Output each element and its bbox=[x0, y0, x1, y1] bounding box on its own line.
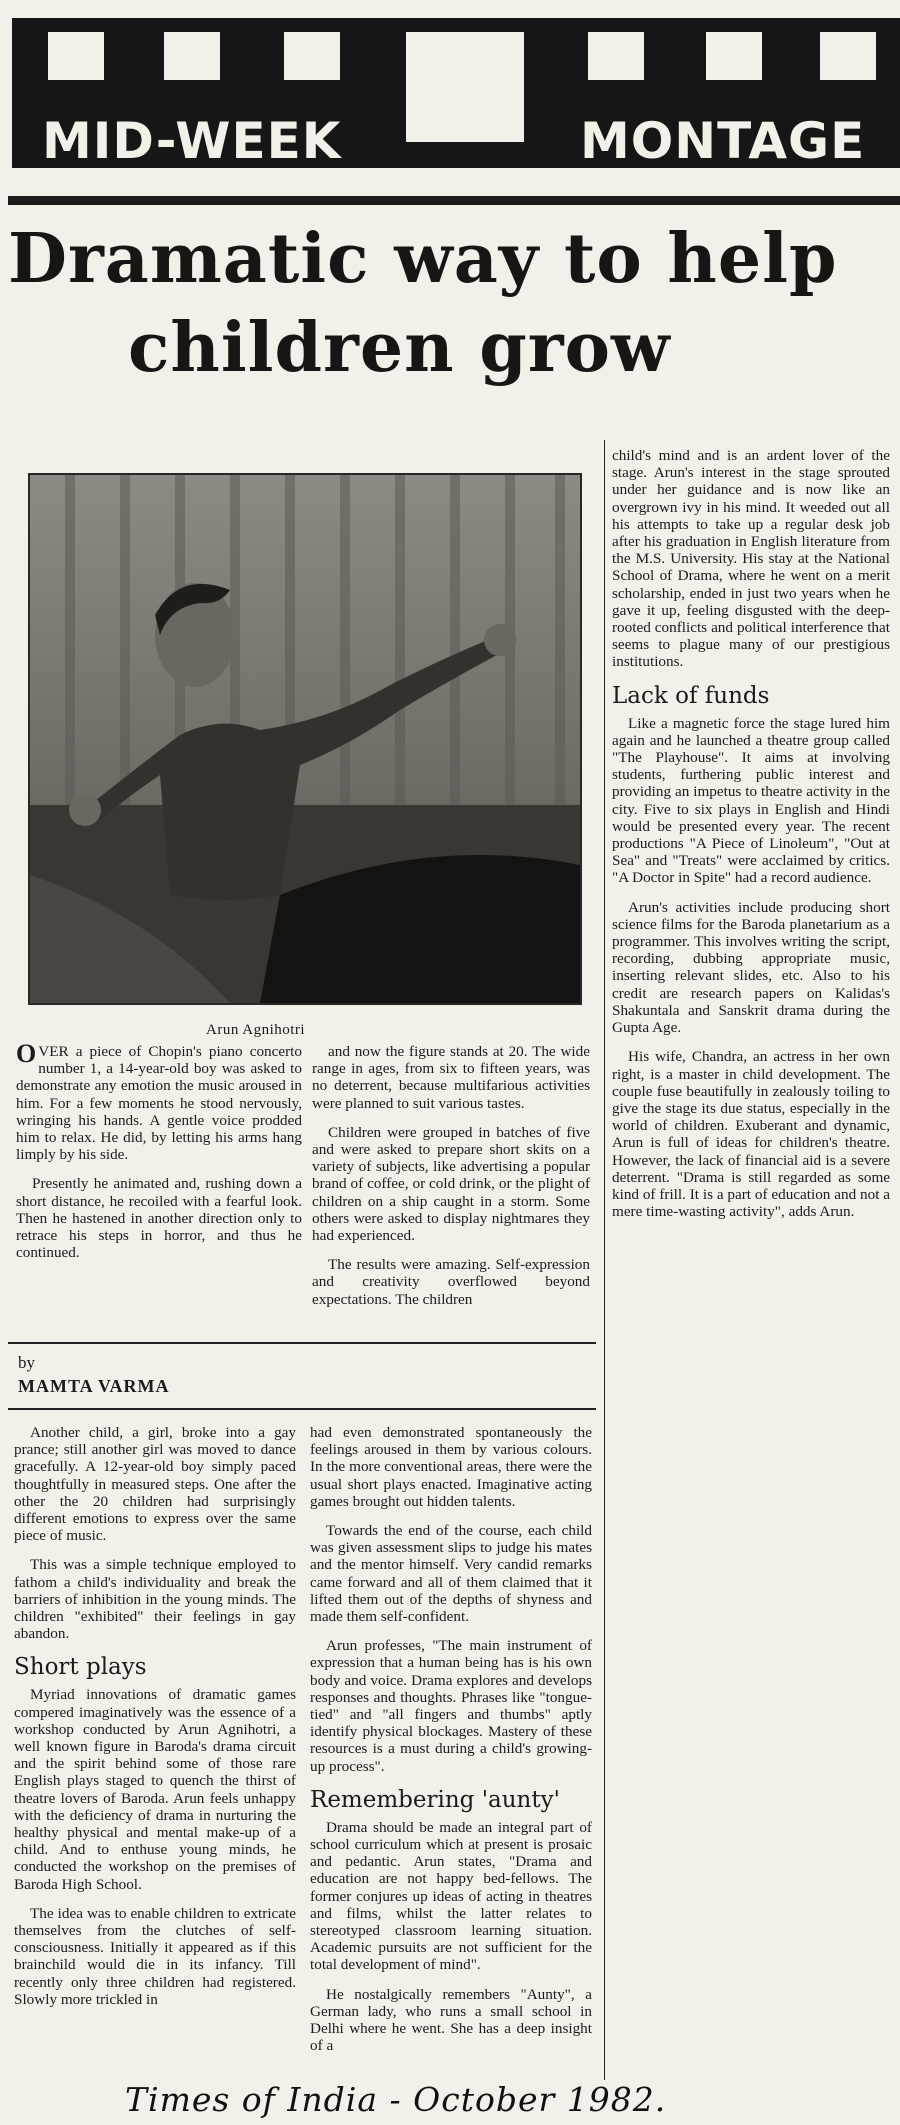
byline-author: MAMTA VARMA bbox=[18, 1376, 170, 1396]
paragraph: Another child, a girl, broke into a gay prance; still another girl was moved to dance gracefully. A 12-year-old boy simply paced thoughtfully in measured steps. One after the other the 20 children had surprisingly different emotions to express over the same piece of music. bbox=[14, 1424, 296, 1545]
handwritten-source-note: Times of India - October 1982. bbox=[125, 2080, 667, 2119]
paragraph: He nostalgically remembers "Aunty", a German lady, who runs a small school in Delhi where he went. She has a deep insight of a bbox=[310, 1985, 592, 2055]
byline-prefix: by bbox=[18, 1353, 35, 1372]
paragraph: Myriad innovations of dramatic games compered imaginatively was the essence of a workshop conducted by Arun Agnihotri, a well known figure in Baroda's drama circuit and the spirit behind some of those rare English plays staged to quench the thirst of theatre lovers of Baroda. Arun feels unhappy with the deficiency of drama in nurturing the healthy physical and mental make-up of a child. And to enthuse young minds, he conducted the workshop on the premises of Baroda High School. bbox=[14, 1686, 296, 1893]
film-hole bbox=[164, 32, 220, 80]
byline-rule-bottom bbox=[8, 1408, 596, 1410]
paragraph: The results were amazing. Self-expression and creativity overflowed beyond expectations. The children bbox=[312, 1256, 590, 1308]
paragraph: This was a simple technique employed to fathom a child's individuality and break the barriers of inhibition in the young minds. The children "exhibited" their feelings in gay abandon. bbox=[14, 1556, 296, 1643]
photo-man-arms-outstretched-icon bbox=[30, 475, 580, 1003]
subheading-short-plays: Short plays bbox=[14, 1654, 147, 1681]
film-hole-large bbox=[406, 32, 524, 142]
byline-rule-top bbox=[8, 1342, 596, 1344]
film-hole bbox=[284, 32, 340, 80]
paragraph: Drama should be made an integral part of school curriculum which at present is prosaic and pedantic. Arun states, "Drama and education are not happy bed-fellows. The former conjures up ideas of acting in theatres and films, whilst the latter relates to stereotyped classroom learning situation. Academic pursuits are not sufficient for the total development of mind". bbox=[310, 1818, 592, 1974]
column-lower-middle bbox=[310, 1424, 592, 2067]
photo-credit: Arun Agnihotri bbox=[206, 1022, 306, 1038]
paragraph: Arun's activities include producing short science films for the Baroda planetarium as a programmer. This involves writing the script, recording, dubbing appropriate music, inserting relevant slides, etc. Also to his credit are research papers on Kalidas's Shakuntala and Sanskrit drama during the Gupta Age. bbox=[612, 898, 890, 1037]
film-hole bbox=[706, 32, 762, 80]
film-hole bbox=[588, 32, 644, 80]
subheading-remembering-aunty: Remembering 'aunty' bbox=[310, 1786, 560, 1813]
headline-line-2: children grow bbox=[128, 307, 671, 388]
paragraph: Presently he animated and, rushing down a short distance, he recoiled with a fearful look. Then he hastened in another direction only to retrace his steps in horror, and thus he continued. bbox=[16, 1175, 302, 1262]
paragraph: had even demonstrated spontaneously the feelings aroused in them by various colours. In the more conventional areas, there were the usual short plays enacted. Imaginative acting games brought out hidden talents. bbox=[310, 1424, 592, 1510]
paragraph: His wife, Chandra, an actress in her own right, is a master in child development. The couple fuse beautifully in zealously toiling to give the stage its due status, especially in the world of children. Exuberant and dynamic, Arun is full of ideas for children's theatre. However, the lack of financial aid is a severe deterrent. "Drama is still regarded as some kind of frill. It is a part of education and not a mere time-wasting activity", adds Arun. bbox=[612, 1048, 890, 1221]
headline-line-1: Dramatic way to help bbox=[8, 219, 838, 299]
masthead-right-word: MONTAGE bbox=[580, 112, 866, 168]
column-divider bbox=[604, 440, 605, 2080]
paragraph: Children were grouped in batches of five and were asked to prepare short skits on a variety of subjects, like advertising a popular brand of coffee, or cold drink, or the plight of children on a ship caught in a storm. Some others were asked to display nightmares they had experienced. bbox=[312, 1123, 590, 1245]
column-top-left bbox=[16, 1039, 302, 1273]
paragraph: child's mind and is an ardent lover of the stage. Arun's interest in the stage sprouted under her guidance and is now like an overgrown ivy in his mind. It weeded out all his attempts to take up a regular desk job after his graduation in English literature from the M.S. University. His stay at the National School of Drama, where he went on a merit scholarship, ended in just two years when he gave it up, feeling disgusted with the deep-rooted conflicts and political interference that seems to plague many of our prestigious institutions. bbox=[612, 447, 890, 671]
film-hole bbox=[48, 32, 104, 80]
paragraph: The idea was to enable children to extricate themselves from the clutches of self-consciousness. Initially it appeared as if this brainchild would die in its infancy. Till recently only three children had registered. Slowly more trickled in bbox=[14, 1904, 296, 2008]
subheading-lack-of-funds: Lack of funds bbox=[612, 682, 770, 709]
column-top-middle bbox=[312, 1043, 590, 1320]
paragraph: Like a magnetic force the stage lured him again and he launched a theatre group called "The Playhouse". It aims at involving students, furthering public interest and providing an impetus to theatre activity in the city. Five to six plays in English and Hindi would be presented every year. The recent productions "A Piece of Linoleum", "Out at Sea" and "Treats" were acclaimed by critics. "A Doctor in Spite" had a record audience. bbox=[612, 714, 890, 887]
byline bbox=[18, 1353, 588, 1397]
headline bbox=[8, 218, 888, 390]
article-photo bbox=[28, 473, 582, 1005]
paragraph: OVER a piece of Chopin's piano concerto number 1, a 14-year-old boy was asked to demonstrate any emotion the music aroused in him. For a few moments he stood nervously, wringing his hands. A gentle voice prodded him to relax. He did, by letting his arms hang limply by his side. bbox=[16, 1039, 302, 1164]
paragraph: Arun professes, "The main instrument of expression that a human being has is his own body and voice. Drama explores and develops responses and thoughts. Phrases like "tongue-tied" and "all fingers and thumbs" aptly identify physical blockages. Mastery of these resources is a must during a child's growing-up process". bbox=[310, 1637, 592, 1775]
paragraph: Towards the end of the course, each child was given assessment slips to judge his mates and the mentor himself. Very candid remarks came forward and all of them claimed that it lifted them out of the depths of shyness and made them self-confident. bbox=[310, 1522, 592, 1626]
column-lower-left bbox=[14, 1424, 296, 2020]
masthead-left-word: MID-WEEK bbox=[42, 112, 342, 168]
masthead-banner bbox=[12, 18, 900, 168]
masthead-rule bbox=[8, 196, 900, 205]
column-right bbox=[612, 447, 890, 1232]
paragraph: and now the figure stands at 20. The wide range in ages, from six to fifteen years, was no deterrent, because multifarious activities were planned to suit various tastes. bbox=[312, 1043, 590, 1112]
film-hole bbox=[820, 32, 876, 80]
